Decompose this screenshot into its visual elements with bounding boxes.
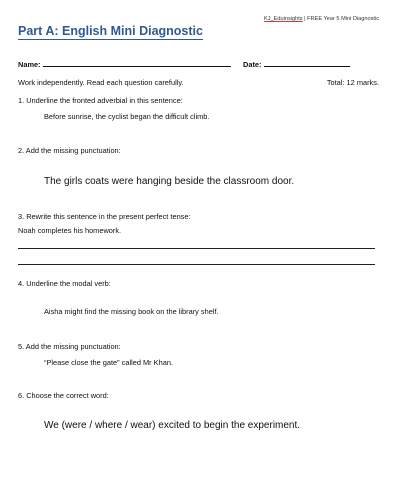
question-5-prompt: 5. Add the missing punctuation: (18, 342, 121, 351)
question-3-prompt: 3. Rewrite this sentence in the present perfect tense: (18, 212, 191, 221)
question-1-prompt: 1. Underline the fronted adverbial in this sentence: (18, 96, 183, 105)
name-label: Name: (18, 60, 41, 69)
date-field[interactable] (243, 60, 350, 69)
date-blank[interactable] (264, 60, 350, 67)
answer-line-2[interactable] (18, 264, 375, 265)
question-5-text: “Please close the gate” called Mr Khan. (44, 358, 173, 367)
question-6-prompt: 6. Choose the correct word: (18, 391, 109, 400)
question-4-text: Aisha might find the missing book on the library shelf. (44, 307, 219, 316)
question-4-prompt: 4. Underline the modal verb: (18, 279, 111, 288)
question-3-text: Noah completes his homework. (18, 226, 122, 235)
header-brand: KJ_Eduinsights (264, 16, 303, 22)
instructions: Work independently. Read each question carefully. (18, 78, 184, 87)
header-note-text: | FREE Year 5 Mini Diagnostic (302, 16, 379, 22)
name-blank[interactable] (43, 60, 231, 67)
header-note (264, 16, 379, 22)
page-title: Part A: English Mini Diagnostic (18, 24, 203, 38)
question-6-text: We (were / where / wear) excited to begin the experiment. (44, 420, 301, 431)
question-1-text: Before sunrise, the cyclist began the difficult climb. (44, 112, 210, 121)
answer-line-1[interactable] (18, 248, 375, 249)
total-marks: Total: 12 marks. (326, 78, 379, 87)
question-2-prompt: 2. Add the missing punctuation: (18, 146, 121, 155)
name-field[interactable] (18, 60, 231, 69)
date-label: Date: (243, 60, 262, 69)
question-2-text: The girls coats were hanging beside the classroom door. (44, 176, 295, 187)
